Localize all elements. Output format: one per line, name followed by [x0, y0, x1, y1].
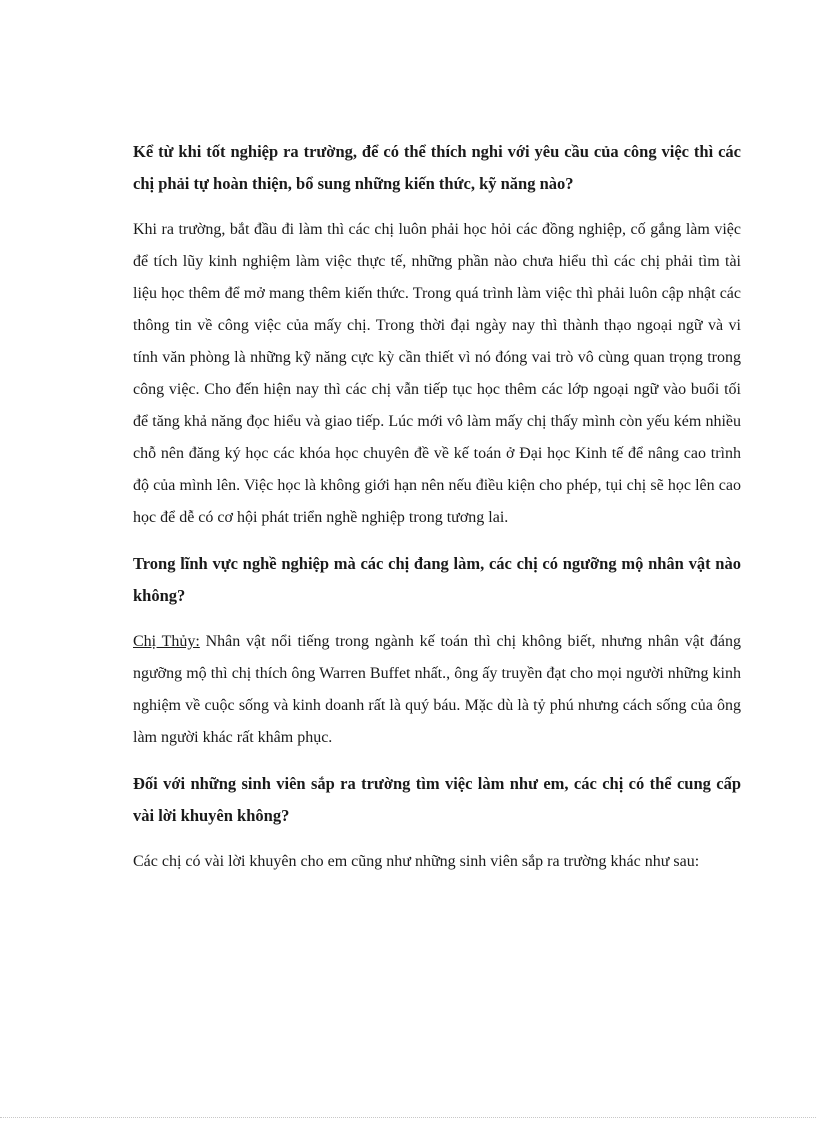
answer-2-text: Nhân vật nổi tiếng trong ngành kế toán thì chị không biết, nhưng nhân vật đáng ngưỡng mộ thì chị thích ông Warren Buffet nhất., ông ấy truyền đạt cho mọi người những kinh nghiệm về cuộc sống và kinh doanh rất là quý báu. Mặc dù là tỷ phú nhưng cách sống của ông làm người khác rất khâm phục.	[133, 633, 742, 746]
question-1: Kể từ khi tốt nghiệp ra trường, để có thể thích nghi với yêu cầu của công việc thì các chị phải tự hoàn thiện, bổ sung những kiến thức, kỹ năng nào?	[133, 142, 741, 193]
question-2: Trong lĩnh vực nghề nghiệp mà các chị đang làm, các chị có ngưỡng mộ nhân vật nào không?	[133, 554, 741, 605]
document-body	[133, 136, 741, 892]
question-3: Đối với những sinh viên sắp ra trường tìm việc làm như em, các chị có thể cung cấp vài lời khuyên không?	[133, 774, 741, 825]
answer-2	[133, 626, 741, 754]
answer-1: Khi ra trường, bắt đầu đi làm thì các chị luôn phải học hỏi các đồng nghiệp, cố gắng làm việc để tích lũy kinh nghiệm làm việc thực tế, những phần nào chưa hiểu thì các chị phải tìm tài liệu học thêm để mở mang thêm kiến thức. Trong quá trình làm việc thì phải luôn cập nhật các thông tin về công việc của mấy chị. Trong thời đại ngày nay thì thành thạo ngoại ngữ và vi tính văn phòng là những kỹ năng cực kỳ cần thiết vì nó đóng vai trò vô cùng quan trọng trong công việc. Cho đến hiện nay thì các chị vẫn tiếp tục học thêm các lớp ngoại ngữ vào buổi tối để tăng khả năng đọc hiểu và giao tiếp. Lúc mới vô làm mấy chị thấy mình còn yếu kém nhiều chỗ nên đăng ký học các khóa học chuyên đề về kế toán ở Đại học Kinh tế để nâng cao trình độ của mình lên. Việc học là không giới hạn nên nếu điều kiện cho phép, tụi chị sẽ học lên cao học để dễ có cơ hội phát triển nghề nghiệp trong tương lai.	[133, 221, 741, 526]
speaker-label: Chị Thủy:	[133, 633, 200, 650]
answer-3: Các chị có vài lời khuyên cho em cũng như những sinh viên sắp ra trường khác như sau:	[133, 853, 700, 870]
page-bottom-divider	[0, 1117, 816, 1118]
